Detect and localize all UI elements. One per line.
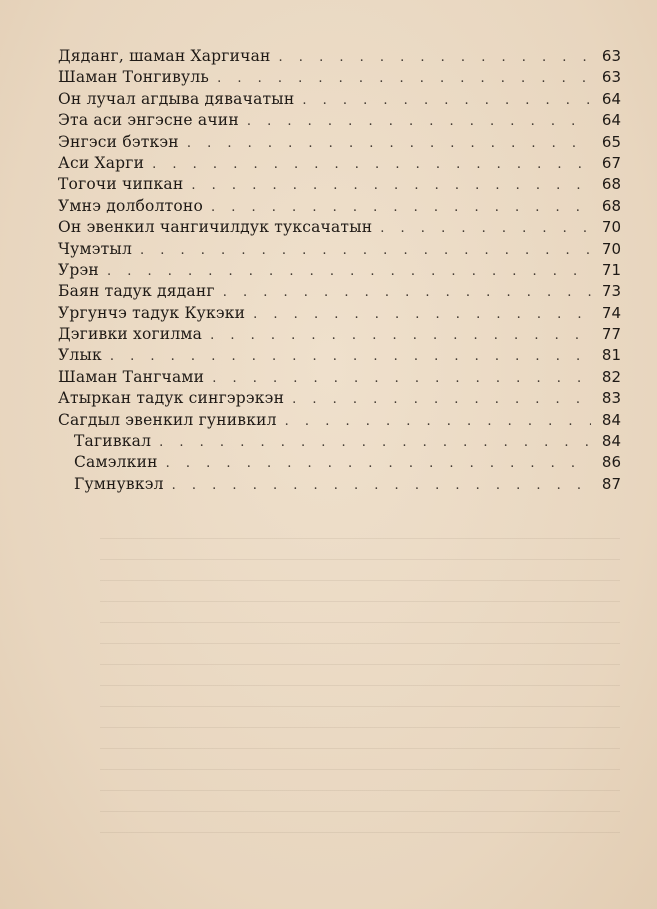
toc-entry-title: Баян тадук дяданг [58, 282, 215, 301]
toc-entry [58, 367, 621, 388]
toc-entry-title: Чумэтыл [58, 239, 132, 258]
toc-entry-page: 84 [601, 410, 621, 429]
dot-leader [210, 325, 591, 346]
dot-leader [191, 175, 591, 196]
toc-entry-page: 83 [601, 389, 621, 408]
toc-entry [58, 174, 621, 195]
toc-entry-title: Дэгивки хогилма [58, 325, 203, 344]
toc-entry [58, 410, 621, 431]
show-through-texture [100, 520, 620, 850]
toc-entry-title: Атыркан тадук сингэрэкэн [58, 389, 285, 408]
dot-leader [223, 282, 591, 303]
toc-entry-title: Улык [58, 346, 102, 365]
toc-entry-page: 67 [601, 153, 621, 172]
toc-entry-page: 77 [601, 325, 621, 344]
dot-leader [279, 47, 591, 68]
toc-entry [58, 388, 621, 409]
toc-entry-page: 81 [601, 346, 621, 365]
toc-entry-title: Он лучал агдыва дявачатын [58, 89, 295, 108]
toc-entry [58, 260, 621, 281]
toc-entry-page: 68 [601, 196, 621, 215]
toc-entry [58, 217, 621, 238]
toc-entry-title: Самэлкин [74, 453, 158, 472]
toc-entry-title: Умнэ долболтоно [58, 196, 203, 215]
toc-entry-page: 74 [601, 303, 621, 322]
toc-entry-title: Шаман Тонгивуль [58, 68, 210, 87]
dot-leader [159, 432, 591, 453]
toc-entry [58, 196, 621, 217]
dot-leader [217, 68, 591, 89]
toc-entry [58, 239, 621, 260]
toc-entry [58, 132, 621, 153]
toc-entry [58, 303, 621, 324]
toc-entry-page: 73 [601, 282, 621, 301]
toc-entry-page: 65 [601, 132, 621, 151]
toc-entry-page: 82 [601, 367, 621, 386]
toc-entry-page: 71 [601, 260, 621, 279]
dot-leader [247, 111, 591, 132]
toc-entry-title: Сагдыл эвенкил гунивкил [58, 410, 277, 429]
dot-leader [211, 197, 591, 218]
dot-leader [107, 261, 591, 282]
dot-leader [152, 154, 591, 175]
toc-entry-title: Шаман Тангчами [58, 367, 205, 386]
toc-entry-title: Аси Харги [58, 153, 145, 172]
toc-entry-title: Энгэси бэткэн [58, 132, 179, 151]
dot-leader [212, 368, 591, 389]
toc-entry [58, 110, 621, 131]
dot-leader [253, 304, 591, 325]
toc-entry-title: Тогочи чипкан [58, 175, 184, 194]
toc-entry-page: 70 [601, 218, 621, 237]
toc-entry-title: Урэн [58, 260, 99, 279]
toc-entry-page: 70 [601, 239, 621, 258]
dot-leader [110, 346, 591, 367]
toc-entry-page: 68 [601, 175, 621, 194]
toc-subentry [58, 431, 621, 452]
toc-entry [58, 345, 621, 366]
toc-entry [58, 89, 621, 110]
toc-entry-page: 87 [601, 474, 621, 493]
toc-subentry [58, 452, 621, 473]
toc-entry-title: Ургунчэ тадук Кукэки [58, 303, 246, 322]
toc-entry-page: 64 [601, 89, 621, 108]
toc-entry-page: 64 [601, 111, 621, 130]
toc-entry-page: 86 [601, 453, 621, 472]
table-of-contents [58, 46, 621, 495]
dot-leader [140, 240, 591, 261]
dot-leader [292, 389, 591, 410]
toc-entry [58, 324, 621, 345]
toc-entry [58, 67, 621, 88]
toc-entry-title: Тагивкал [74, 432, 152, 451]
dot-leader [285, 411, 591, 432]
toc-subentry [58, 474, 621, 495]
toc-entry-title: Гумнувкэл [74, 474, 164, 493]
toc-entry-title: Эта аси энгэсне ачин [58, 111, 239, 130]
toc-entry [58, 46, 621, 67]
toc-entry-title: Дяданг, шаман Харгичан [58, 47, 271, 65]
toc-entry-title: Он эвенкил чангичилдук туксачатын [58, 218, 373, 237]
dot-leader [187, 133, 591, 154]
toc-entry [58, 153, 621, 174]
dot-leader [166, 453, 591, 474]
toc-entry-page: 63 [601, 47, 621, 65]
toc-entry-page: 63 [601, 68, 621, 87]
dot-leader [302, 90, 591, 111]
dot-leader [380, 218, 591, 239]
toc-entry [58, 281, 621, 302]
dot-leader [172, 475, 591, 496]
toc-entry-page: 84 [601, 432, 621, 451]
